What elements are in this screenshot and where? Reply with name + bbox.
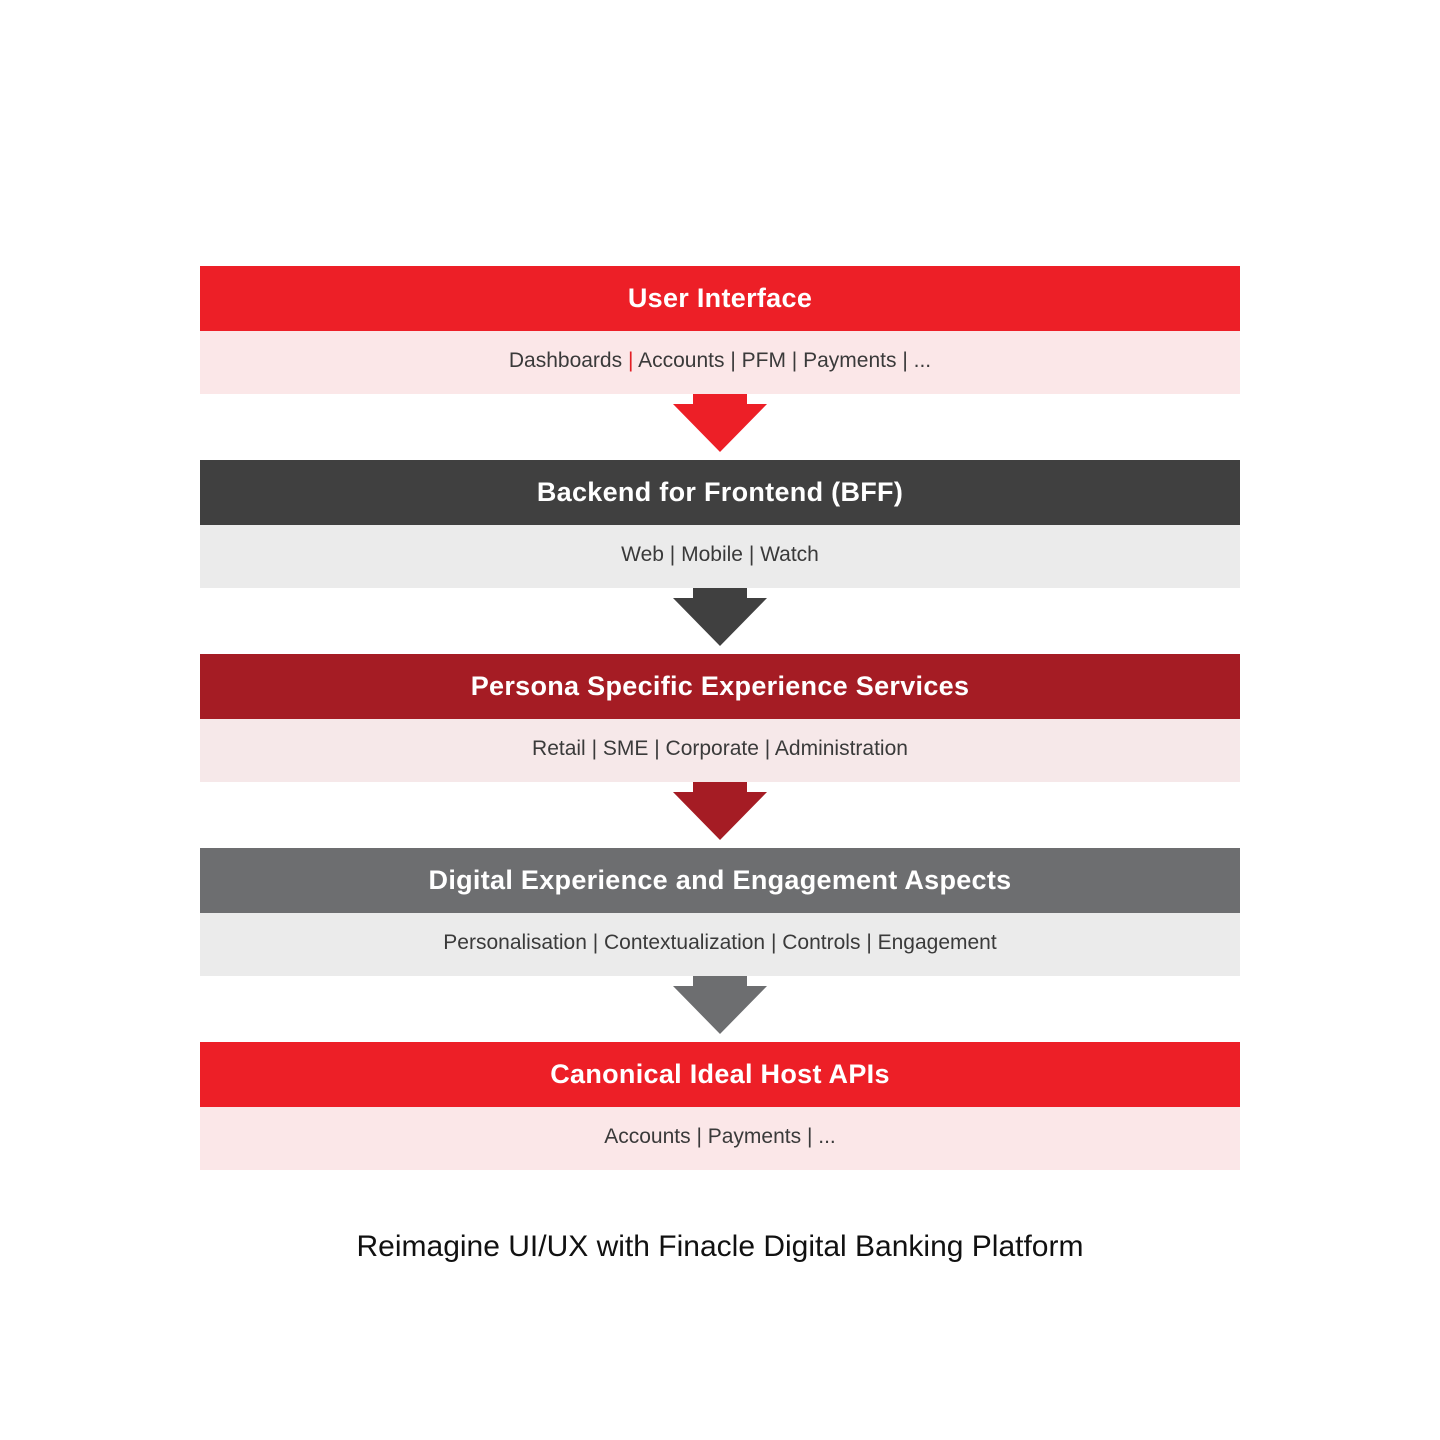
separator: | bbox=[902, 349, 914, 372]
separator: | bbox=[730, 349, 742, 372]
layer-user-interface bbox=[200, 266, 1240, 394]
layer-header: Backend for Frontend (BFF) bbox=[200, 460, 1240, 525]
down-arrow-icon bbox=[673, 782, 767, 842]
layer-item: Dashboards bbox=[508, 349, 623, 372]
layer-item: Personalisation bbox=[443, 931, 587, 954]
layer-item: Payments bbox=[803, 349, 897, 372]
layer-item: Corporate bbox=[665, 737, 759, 760]
diagram-caption: Reimagine UI/UX with Finacle Digital Banking Platform bbox=[356, 1230, 1084, 1263]
layer-body bbox=[200, 1107, 1240, 1170]
layer-item: Accounts bbox=[638, 349, 725, 372]
layer-header: User Interface bbox=[200, 266, 1240, 331]
separator: | bbox=[791, 349, 804, 372]
separator: | bbox=[748, 543, 761, 566]
layer-item: PFM bbox=[741, 349, 786, 372]
separator: | bbox=[806, 1125, 819, 1148]
layer-body bbox=[200, 525, 1240, 588]
layer-item: SME bbox=[602, 737, 649, 760]
layer-body bbox=[200, 331, 1240, 394]
layer-item: Web bbox=[621, 543, 664, 566]
layer-body bbox=[200, 913, 1240, 976]
layer-persona-services bbox=[200, 654, 1240, 782]
layer-item: Controls bbox=[782, 931, 861, 954]
layer-item: ... bbox=[818, 1125, 836, 1148]
down-arrow-icon bbox=[673, 588, 767, 648]
flow-arrow bbox=[200, 394, 1240, 460]
separator: | bbox=[591, 737, 603, 760]
layer-item: Payments bbox=[707, 1125, 802, 1148]
layer-item: Retail bbox=[532, 737, 586, 760]
layer-item: Engagement bbox=[877, 931, 997, 954]
layer-digital-experience bbox=[200, 848, 1240, 976]
layer-item: Watch bbox=[760, 543, 819, 566]
separator: | bbox=[866, 931, 878, 954]
layer-header: Canonical Ideal Host APIs bbox=[200, 1042, 1240, 1107]
flow-arrow bbox=[200, 976, 1240, 1042]
layer-header: Digital Experience and Engagement Aspects bbox=[200, 848, 1240, 913]
down-arrow-icon bbox=[673, 976, 767, 1036]
layer-host-apis bbox=[200, 1042, 1240, 1170]
layer-header: Persona Specific Experience Services bbox=[200, 654, 1240, 719]
flow-arrow bbox=[200, 588, 1240, 654]
down-arrow-icon bbox=[673, 394, 767, 454]
layer-body bbox=[200, 719, 1240, 782]
flow-arrow bbox=[200, 782, 1240, 848]
layer-backend-for-frontend bbox=[200, 460, 1240, 588]
layer-item: Accounts bbox=[604, 1125, 691, 1148]
separator: | bbox=[654, 737, 666, 760]
separator: | bbox=[764, 737, 775, 760]
separator: | bbox=[770, 931, 783, 954]
architecture-diagram bbox=[200, 266, 1240, 1170]
layer-item: Contextualization bbox=[604, 931, 766, 954]
layer-item: Administration bbox=[774, 737, 908, 760]
separator: | bbox=[696, 1125, 708, 1148]
layer-item: ... bbox=[913, 349, 932, 372]
separator: | bbox=[592, 931, 605, 954]
separator: | bbox=[627, 349, 639, 372]
layer-item: Mobile bbox=[681, 543, 743, 566]
separator: | bbox=[669, 543, 682, 566]
